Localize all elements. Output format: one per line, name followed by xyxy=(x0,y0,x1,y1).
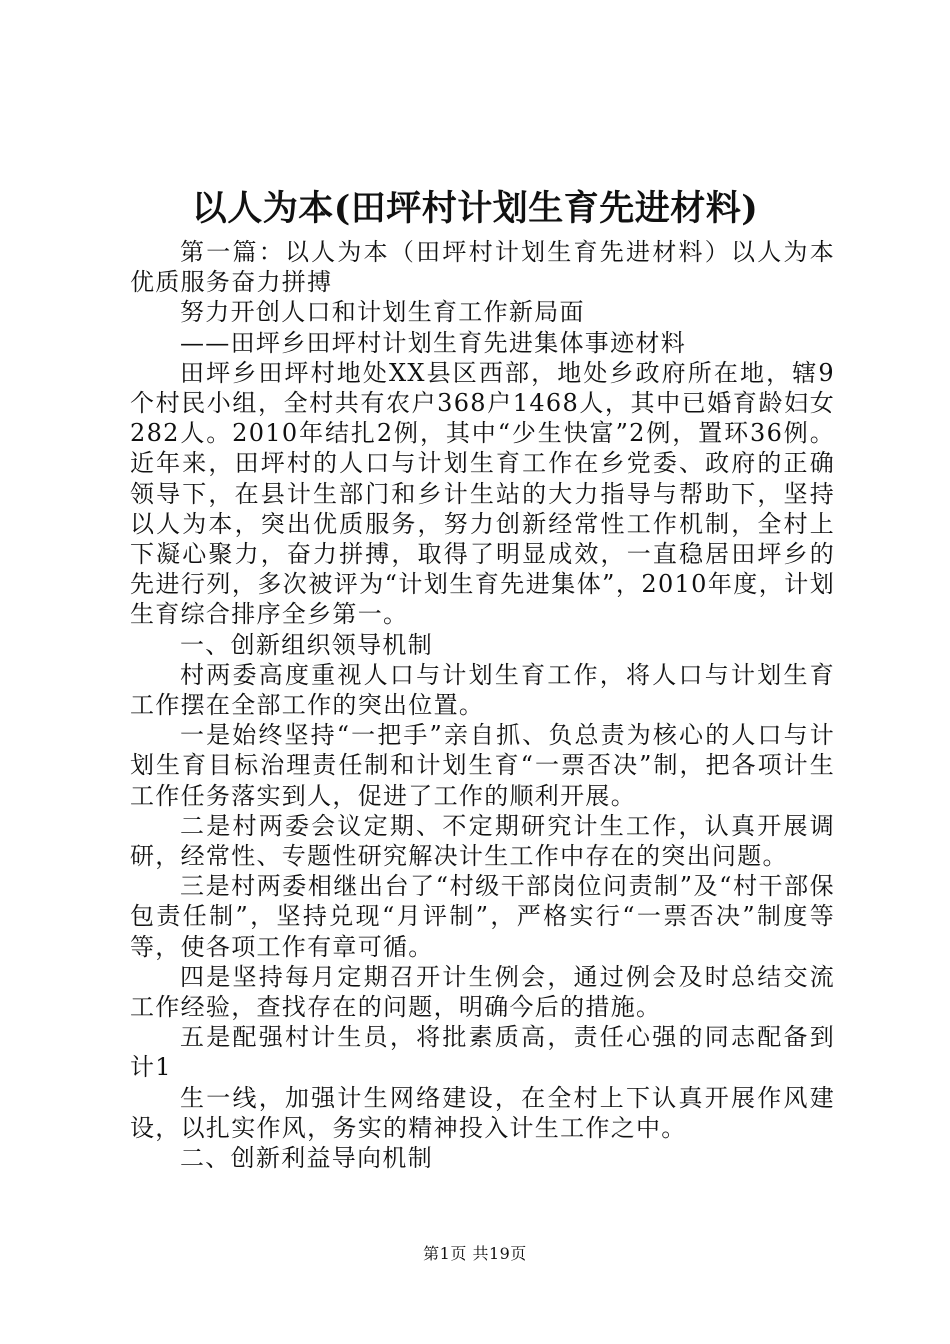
paragraph: 四是坚持每月定期召开计生例会，通过例会及时总结交流工作经验，查找存在的问题，明确今后的措施。 xyxy=(130,962,835,1022)
paragraph: 生一线，加强计生网络建设，在全村上下认真开展作风建设，以扎实作风，务实的精神投入计生工作之中。 xyxy=(130,1083,835,1142)
paragraph: 五是配强村计生员，将批素质高，责任心强的同志配备到计1 xyxy=(130,1023,835,1082)
document-body xyxy=(130,237,835,1173)
paragraph-byline: ——田坪乡田坪村计划生育先进集体事迹材料 xyxy=(180,328,686,357)
paragraph: 一是始终坚持“一把手”亲自抓、负总责为核心的人口与计划生育目标治理责任制和计划生育“一票否决”制，把各项计生工作任务落实到人，促进了工作的顺利开展。 xyxy=(130,721,835,810)
page-footer: 第1页 共19页 xyxy=(423,1244,527,1263)
section-heading-1: 一、创新组织领导机制 xyxy=(180,630,433,659)
paragraph-first-section: 第一篇：以人为本（田坪村计划生育先进材料）以人为本优质服务奋力拼搏 xyxy=(130,238,835,297)
paragraph-intro: 田坪乡田坪村地处XX县区西部，地处乡政府所在地，辖9个村民小组，全村共有农户368户1468人，其中已婚育龄妇女282人。2010年结扎2例，其中“少生快富”2例，置环36例。近年来，田坪村的人口与计划生育工作在乡党委、政府的正确领导下，在县计生部门和乡计生站的大力指导与帮助下，坚持以人为本，突出优质服务，努力创新经常性工作机制，全村上下凝心聚力，奋力拼搏，取得了明显成效，一直稳居田坪乡的先进行列，多次被评为“计划生育先进集体”，2010年度，计划生育综合排序全乡第一。 xyxy=(130,358,835,629)
paragraph: 三是村两委相继出台了“村级干部岗位问责制”及“村干部保包责任制”，坚持兑现“月评制”，严格实行“一票否决”制度等等，使各项工作有章可循。 xyxy=(130,872,835,961)
paragraph: 二是村两委会议定期、不定期研究计生工作，认真开展调研，经常性、专题性研究解决计生工作中存在的突出问题。 xyxy=(130,811,835,871)
paragraph-subtitle: 努力开创人口和计划生育工作新局面 xyxy=(180,298,585,327)
section-heading-2: 二、创新利益导向机制 xyxy=(180,1144,433,1173)
document-title: 以人为本(田坪村计划生育先进材料) xyxy=(191,188,759,229)
paragraph: 村两委高度重视人口与计划生育工作，将人口与计划生育工作摆在全部工作的突出位置。 xyxy=(130,660,835,720)
